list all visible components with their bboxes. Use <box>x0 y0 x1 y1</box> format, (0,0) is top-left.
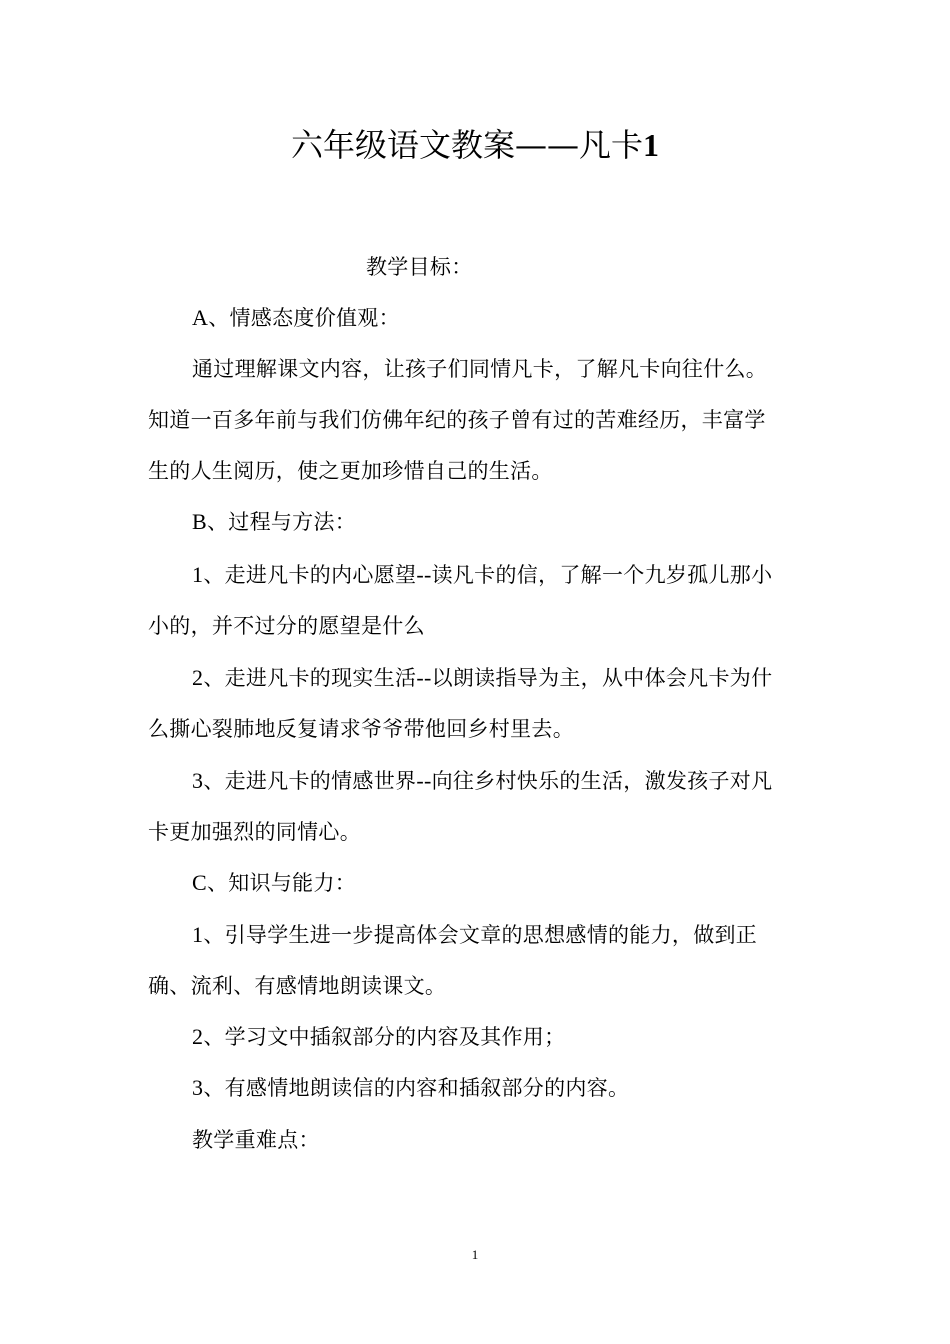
paragraph-line: 生的人生阅历，使之更加珍惜自己的生活。 <box>148 459 553 483</box>
section-heading-objectives: 教学目标： <box>366 255 473 279</box>
list-item-continuation: 卡更加强烈的同情心。 <box>148 820 361 844</box>
document-title <box>0 122 950 168</box>
list-item: 1、引导学生进一步提高体会文章的思想感情的能力，做到正 <box>192 922 758 947</box>
list-item: 2、走进凡卡的现实生活--以朗读指导为主，从中体会凡卡为什 <box>192 665 773 690</box>
paragraph-line: 通过理解课文内容，让孩子们同情凡卡，了解凡卡向往什么。 <box>192 357 768 381</box>
list-item: 2、学习文中插叙部分的内容及其作用； <box>192 1024 566 1049</box>
list-item-continuation: 确、流利、有感情地朗读课文。 <box>148 974 447 998</box>
paragraph-line: 知道一百多年前与我们仿佛年纪的孩子曾有过的苦难经历，丰富学 <box>148 408 766 432</box>
subheading-c: C、知识与能力： <box>192 870 357 895</box>
title-text: 六年级语文教案——凡卡 <box>290 126 643 164</box>
list-item-continuation: 么撕心裂肺地反复请求爷爷带他回乡村里去。 <box>148 717 574 741</box>
section-heading-key-points: 教学重难点： <box>192 1128 320 1152</box>
list-item-continuation: 小的，并不过分的愿望是什么 <box>148 614 425 638</box>
list-item: 1、走进凡卡的内心愿望--读凡卡的信，了解一个九岁孤儿那小 <box>192 562 773 587</box>
title-number: 1 <box>643 127 659 163</box>
list-item: 3、走进凡卡的情感世界--向往乡村快乐的生活，激发孩子对凡 <box>192 768 773 793</box>
subheading-a: A、情感态度价值观： <box>192 305 400 330</box>
list-item: 3、有感情地朗读信的内容和插叙部分的内容。 <box>192 1075 630 1100</box>
page-number: 1 <box>471 1247 479 1262</box>
subheading-b: B、过程与方法： <box>192 509 357 534</box>
